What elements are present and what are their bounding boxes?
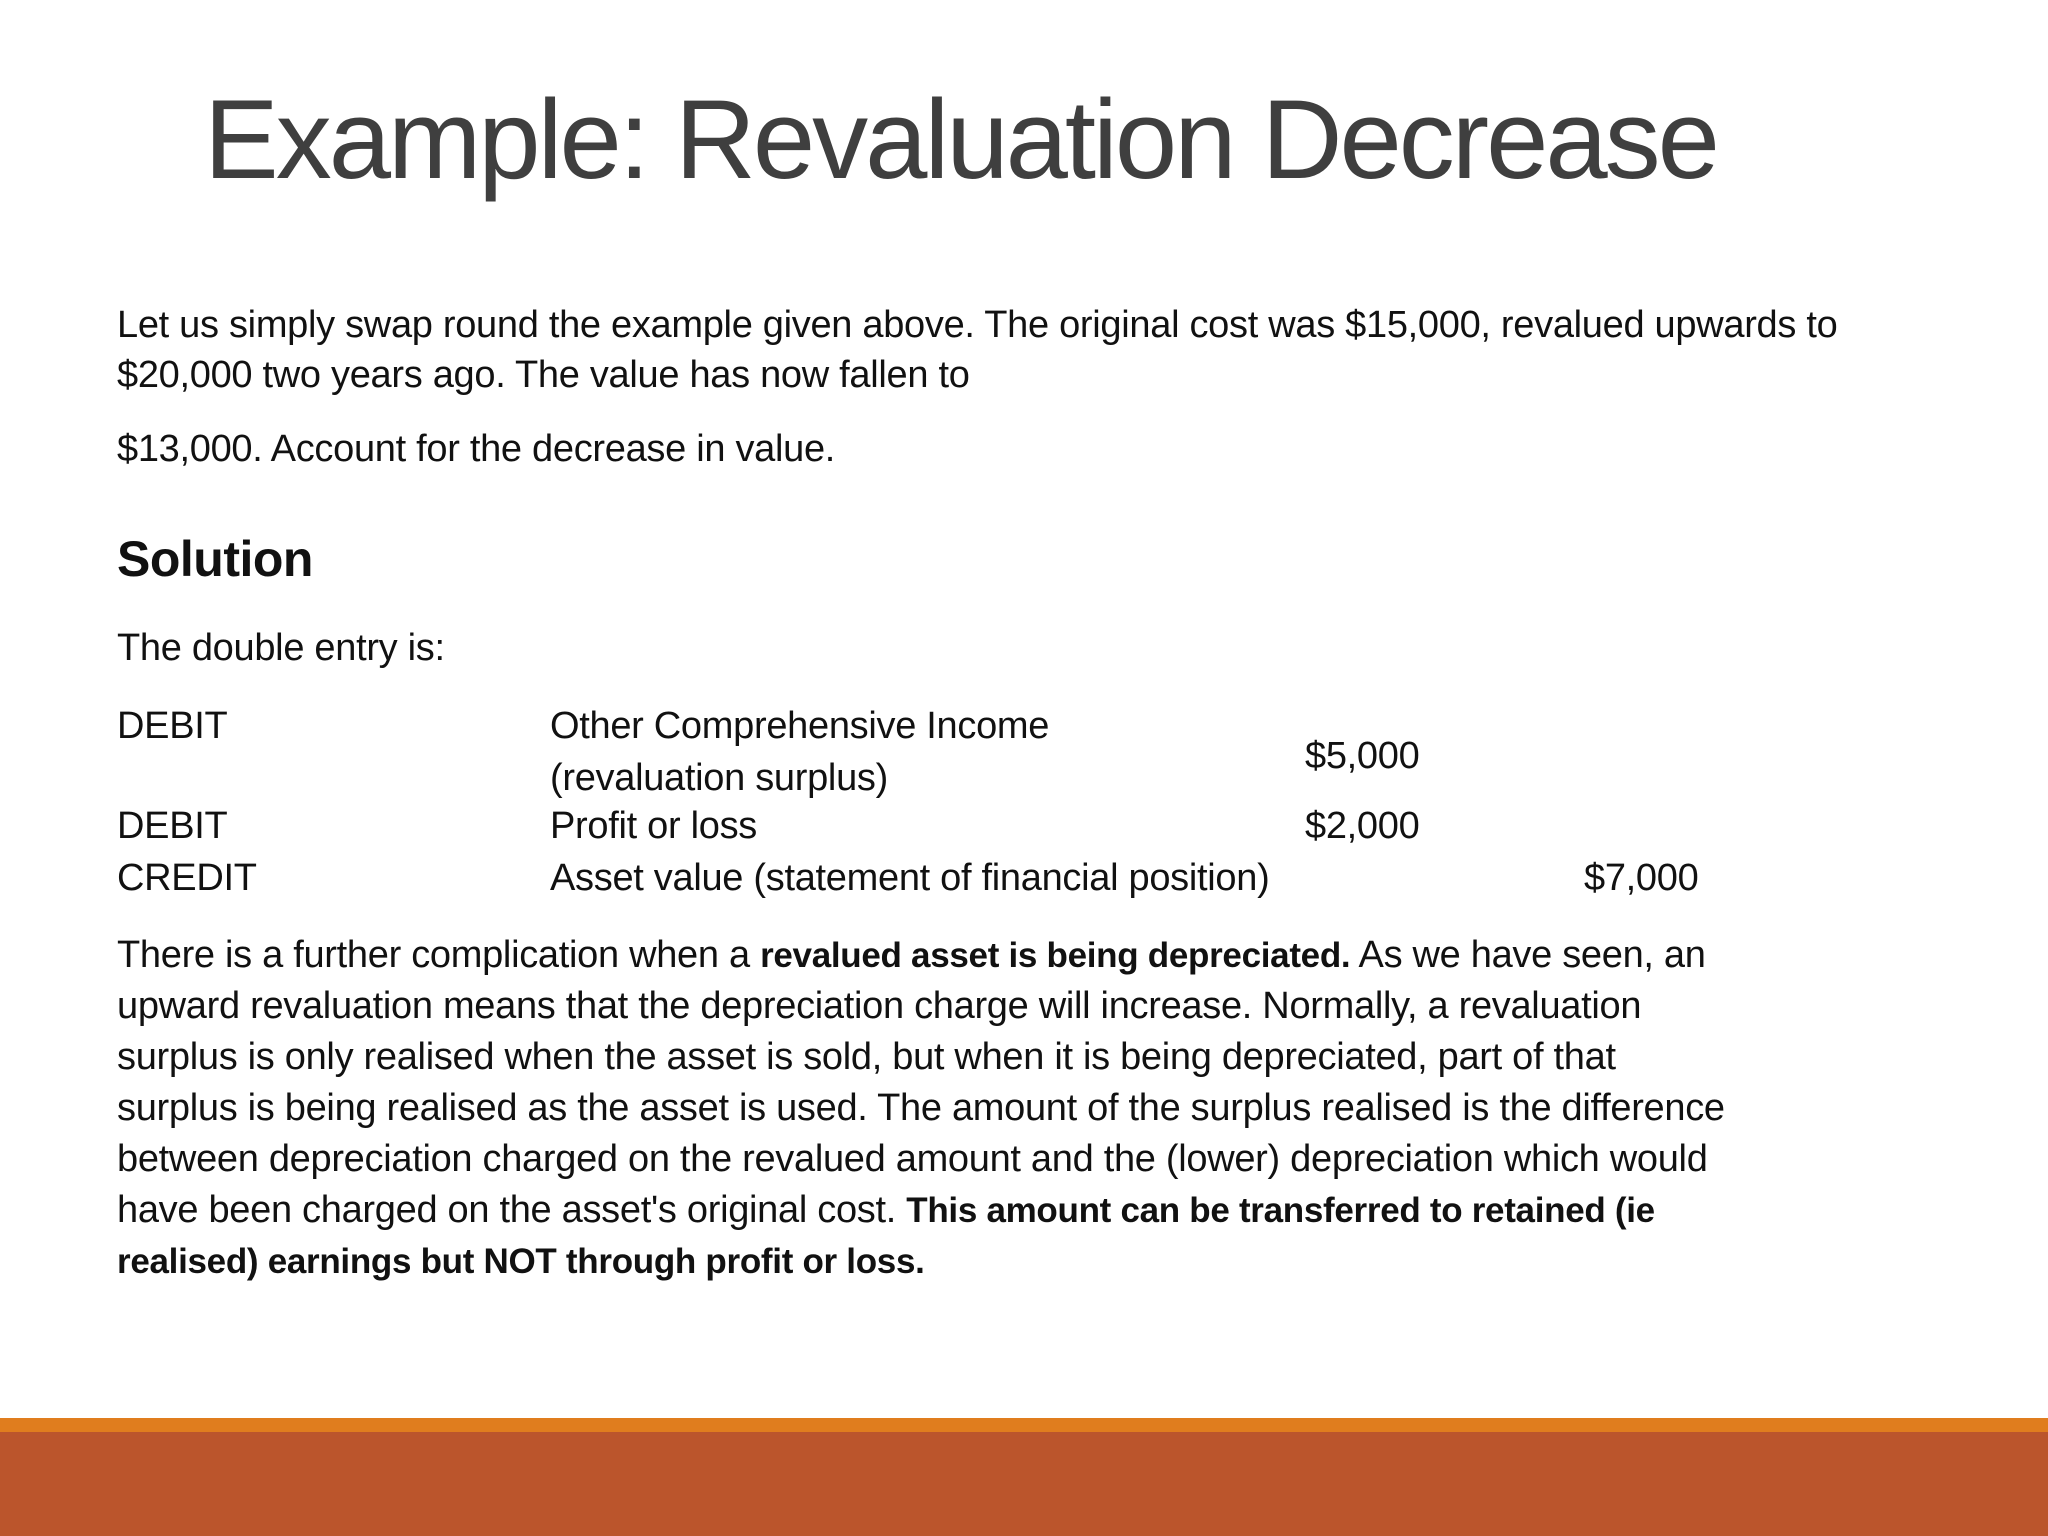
double-entry-label: The double entry is: <box>117 627 445 669</box>
entry-description: Profit or loss <box>550 805 757 847</box>
intro-line-2: $20,000 two years ago. The value has now fallen to <box>117 354 970 396</box>
explanation-text: As we have seen, an <box>1350 934 1706 976</box>
intro-line-1: Let us simply swap round the example given above. The original cost was $15,000, revalued upwards to <box>117 304 1838 346</box>
footer-accent-line <box>0 1418 2048 1432</box>
explanation-line-1 <box>117 930 1897 981</box>
entry-debit-amount: $5,000 <box>1305 735 1420 777</box>
explanation-text: have been charged on the asset's original cost. <box>117 1189 907 1231</box>
slide-title: Example: Revaluation Decrease <box>204 77 1717 202</box>
explanation-line-4: surplus is being realised as the asset is used. The amount of the surplus realised is the difference <box>117 1087 1725 1129</box>
explanation-line-6 <box>117 1185 1897 1236</box>
intro-line-3: $13,000. Account for the decrease in value. <box>117 428 836 470</box>
entry-credit-amount: $7,000 <box>1584 857 1699 899</box>
entry-description: Asset value (statement of financial position) <box>550 857 1270 899</box>
explanation-bold-text: This amount can be transferred to retained (ie <box>906 1191 1655 1230</box>
explanation-line-3: surplus is only realised when the asset is sold, but when it is being depreciated, part of that <box>117 1036 1616 1078</box>
entry-description: Other Comprehensive Income <box>550 705 1050 747</box>
entry-type: DEBIT <box>117 705 228 747</box>
explanation-line-7: realised) earnings but NOT through profit or loss. <box>117 1242 925 1281</box>
explanation-line-2: upward revaluation means that the depreciation charge will increase. Normally, a revaluation <box>117 985 1642 1027</box>
footer-band <box>0 1432 2048 1536</box>
entry-debit-amount: $2,000 <box>1305 805 1420 847</box>
explanation-bold-text: revalued asset is being depreciated. <box>760 936 1351 975</box>
entry-type: CREDIT <box>117 857 257 899</box>
entry-type: DEBIT <box>117 805 228 847</box>
explanation-text: There is a further complication when a <box>117 934 761 976</box>
explanation-line-5: between depreciation charged on the revalued amount and the (lower) depreciation which would <box>117 1138 1708 1180</box>
entry-description-line2: (revaluation surplus) <box>550 757 888 799</box>
explanation-paragraph <box>117 930 1897 1287</box>
solution-heading: Solution <box>117 531 313 587</box>
